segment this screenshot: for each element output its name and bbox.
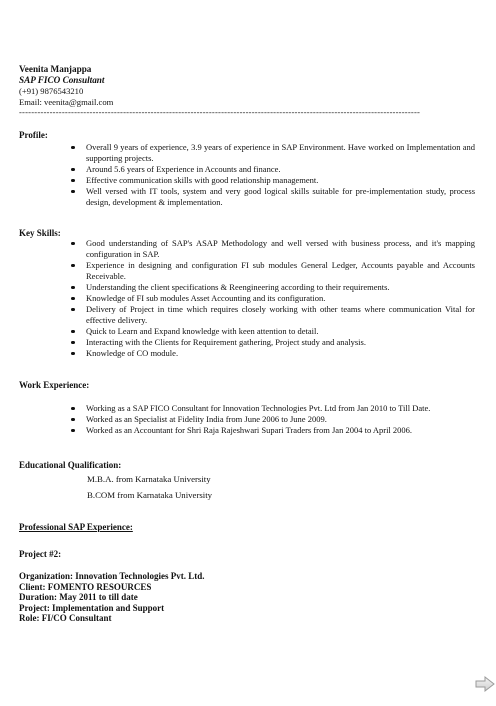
skill-item: Knowledge of CO module.: [86, 348, 475, 359]
skill-item: Understanding the client specifications & Reengineering according to their requirements.: [86, 282, 475, 293]
profile-item: Overall 9 years of experience, 3.9 years of experience in SAP Environment. Have worked on Implementation and supporting projects.: [86, 142, 475, 163]
candidate-title: SAP FICO Consultant: [19, 75, 105, 85]
project-role: Role: FI/CO Consultant: [19, 613, 112, 623]
work-list: [86, 403, 475, 436]
header-divider: -----------------------------------------------------------------------------------------------------------------------------------: [19, 107, 421, 117]
project-duration: Duration: May 2011 to till date: [19, 592, 138, 602]
profile-heading: Profile:: [19, 130, 48, 140]
project-organization: Organization: Innovation Technologies Pvt. Ltd.: [19, 571, 205, 581]
skill-item: Interacting with the Clients for Requirement gathering, Project study and analysis.: [86, 337, 475, 348]
profile-item: Effective communication skills with good relationship management.: [86, 175, 475, 186]
project-client: Client: FOMENTO RESOURCES: [19, 581, 152, 592]
skills-list: [86, 238, 475, 359]
education-item: M.B.A. from Karnataka University: [87, 474, 211, 484]
candidate-name: Veenita Manjappa: [19, 64, 92, 74]
education-item: B.COM from Karnataka University: [87, 490, 213, 500]
project-label: Project #2:: [19, 549, 62, 559]
candidate-email: Email: veenita@gmail.com: [19, 97, 114, 107]
skill-item: Knowledge of FI sub modules Asset Accounting and its configuration.: [86, 293, 475, 304]
resume-header: [19, 64, 421, 117]
skill-item: Delivery of Project in time which requires closely working with other teams where communication Vital for effective delivery.: [86, 304, 475, 325]
skill-item: Quick to Learn and Expand knowledge with keen attention to detail.: [86, 326, 475, 337]
profile-item: Well versed with IT tools, system and very good logical skills suitable for pre-implementation study, process design, development & implementation.: [86, 186, 475, 207]
skill-item: Experience in designing and configuration FI sub modules General Ledger, Accounts payable and Accounts Receivable.: [86, 260, 475, 281]
education-heading: Educational Qualification:: [19, 460, 122, 470]
next-arrow-icon[interactable]: [474, 675, 496, 693]
work-item: Worked as an Accountant for Shri Raja Rajeshwari Supari Traders from Jan 2004 to April 2006.: [86, 425, 475, 436]
work-heading: Work Experience:: [19, 380, 90, 390]
project-name: Project: Implementation and Support: [19, 602, 165, 613]
candidate-phone: (+91) 9876543210: [19, 86, 84, 96]
project-details: [19, 571, 205, 624]
work-item: Worked as an Specialist at Fidelity India from June 2006 to June 2009.: [86, 414, 475, 425]
profile-list: [86, 142, 475, 208]
professional-heading: Professional SAP Experience:: [19, 522, 133, 532]
work-item: Working as a SAP FICO Consultant for Innovation Technologies Pvt. Ltd from Jan 2010 to Till Date.: [86, 403, 475, 414]
skill-item: Good understanding of SAP's ASAP Methodology and well versed with business process, and it's mapping configuration in SAP.: [86, 238, 475, 259]
skills-heading: Key Skills:: [19, 228, 61, 238]
profile-item: Around 5.6 years of Experience in Accounts and finance.: [86, 164, 475, 175]
